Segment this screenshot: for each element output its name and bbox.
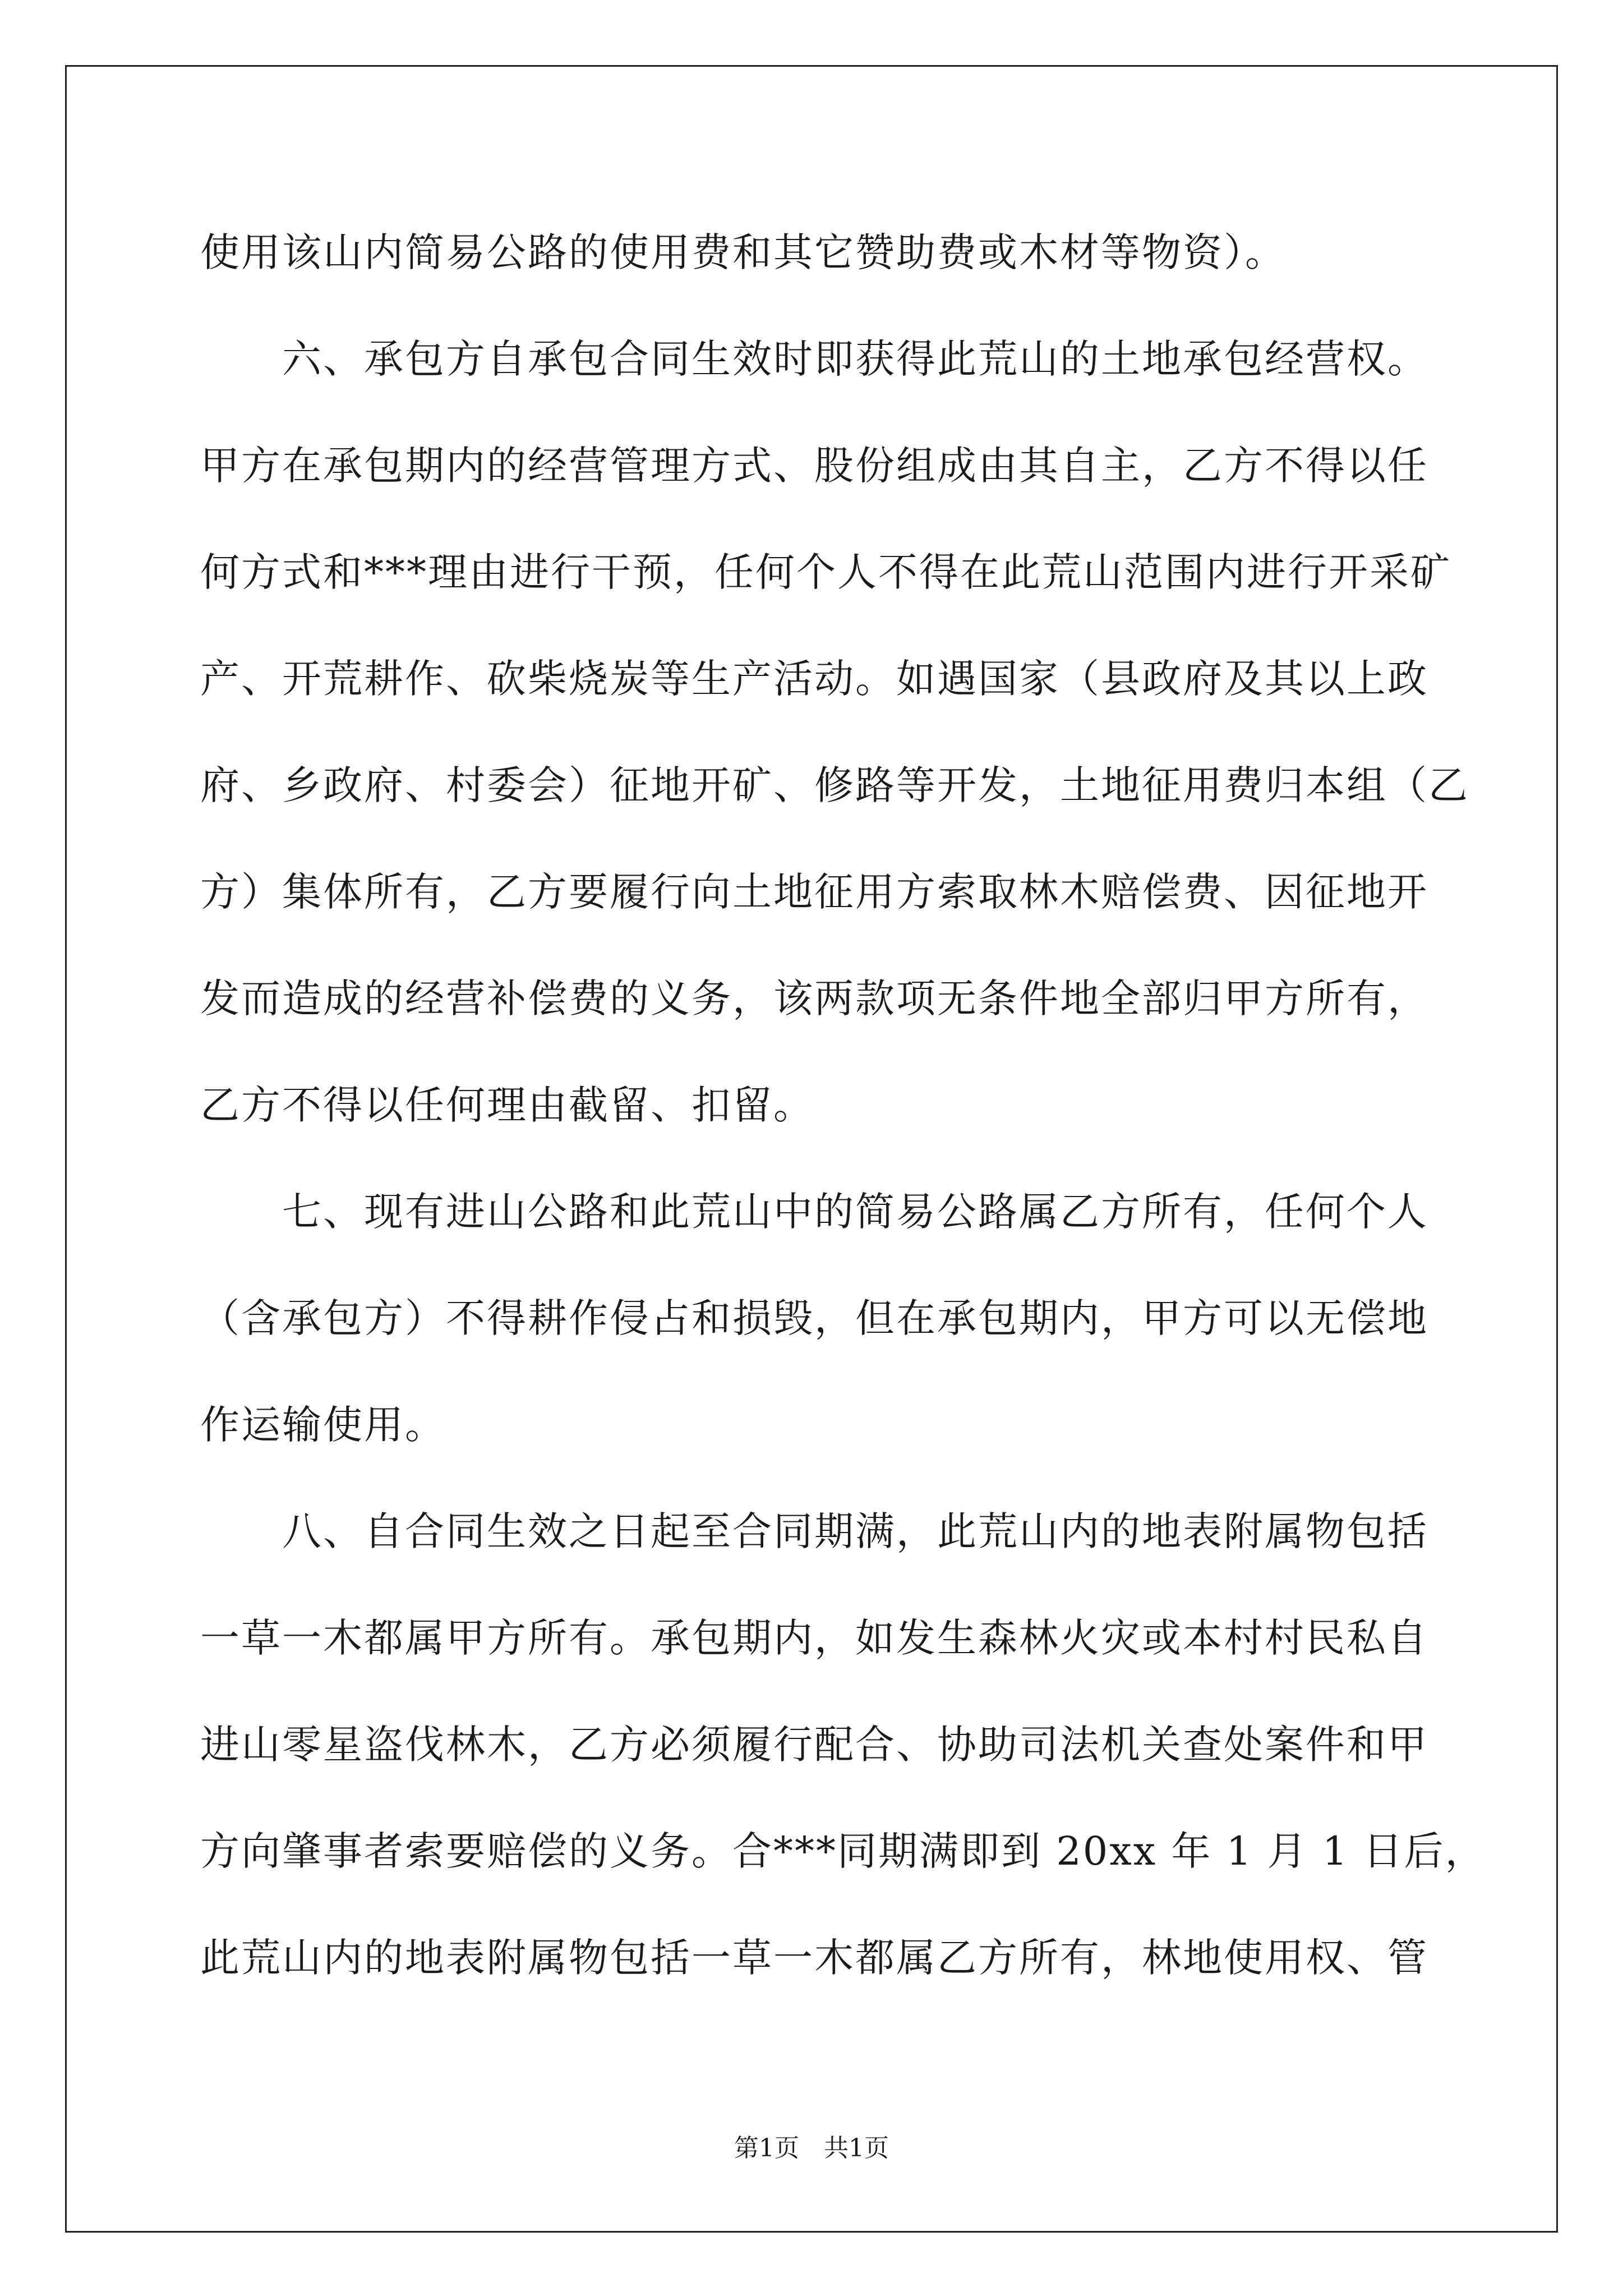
page-border <box>65 65 1558 2233</box>
text-line: 进山零星盗伐林木，乙方必须履行配合、协助司法机关查处案件和甲 <box>200 1722 1428 1768</box>
text-line: 产、开荒耕作、砍柴烧炭等生产活动。如遇国家（县政府及其以上政 <box>200 656 1428 702</box>
text-line: 乙方不得以任何理由截留、扣留。 <box>200 1082 814 1128</box>
text-line: 何方式和***理由进行干预，任何个人不得在此荒山范围内进行开采矿 <box>200 549 1451 595</box>
text-line: 七、现有进山公路和此荒山中的简易公路属乙方所有，任何个人 <box>200 1189 1428 1235</box>
text-line: 甲方在承包期内的经营管理方式、股份组成由其自主，乙方不得以任 <box>200 443 1428 489</box>
text-line: 六、承包方自承包合同生效时即获得此荒山的土地承包经营权。 <box>200 336 1428 382</box>
text-line: 八、自合同生效之日起至合同期满，此荒山内的地表附属物包括 <box>200 1508 1428 1554</box>
text-line: 方向肇事者索要赔偿的义务。合***同期满即到 20xx 年 1 月 1 日后， <box>200 1828 1486 1874</box>
text-line: 使用该山内简易公路的使用费和其它赞助费或木材等物资）。 <box>200 229 1286 275</box>
text-line: 方）集体所有，乙方要履行向土地征用方索取林木赔偿费、因征地开 <box>200 869 1428 915</box>
text-line: 作运输使用。 <box>200 1402 446 1448</box>
text-line: 府、乡政府、村委会）征地开矿、修路等开发，土地征用费归本组（乙 <box>200 762 1469 808</box>
text-line: （含承包方）不得耕作侵占和损毁，但在承包期内，甲方可以无偿地 <box>200 1295 1428 1341</box>
text-line: 此荒山内的地表附属物包括一草一木都属乙方所有，林地使用权、管 <box>200 1935 1428 1981</box>
page-number-footer: 第1页 共1页 <box>734 2134 889 2162</box>
text-line: 一草一木都属甲方所有。承包期内，如发生森林火灾或本村村民私自 <box>200 1615 1428 1661</box>
text-line: 发而造成的经营补偿费的义务，该两款项无条件地全部归甲方所有， <box>200 976 1428 1022</box>
